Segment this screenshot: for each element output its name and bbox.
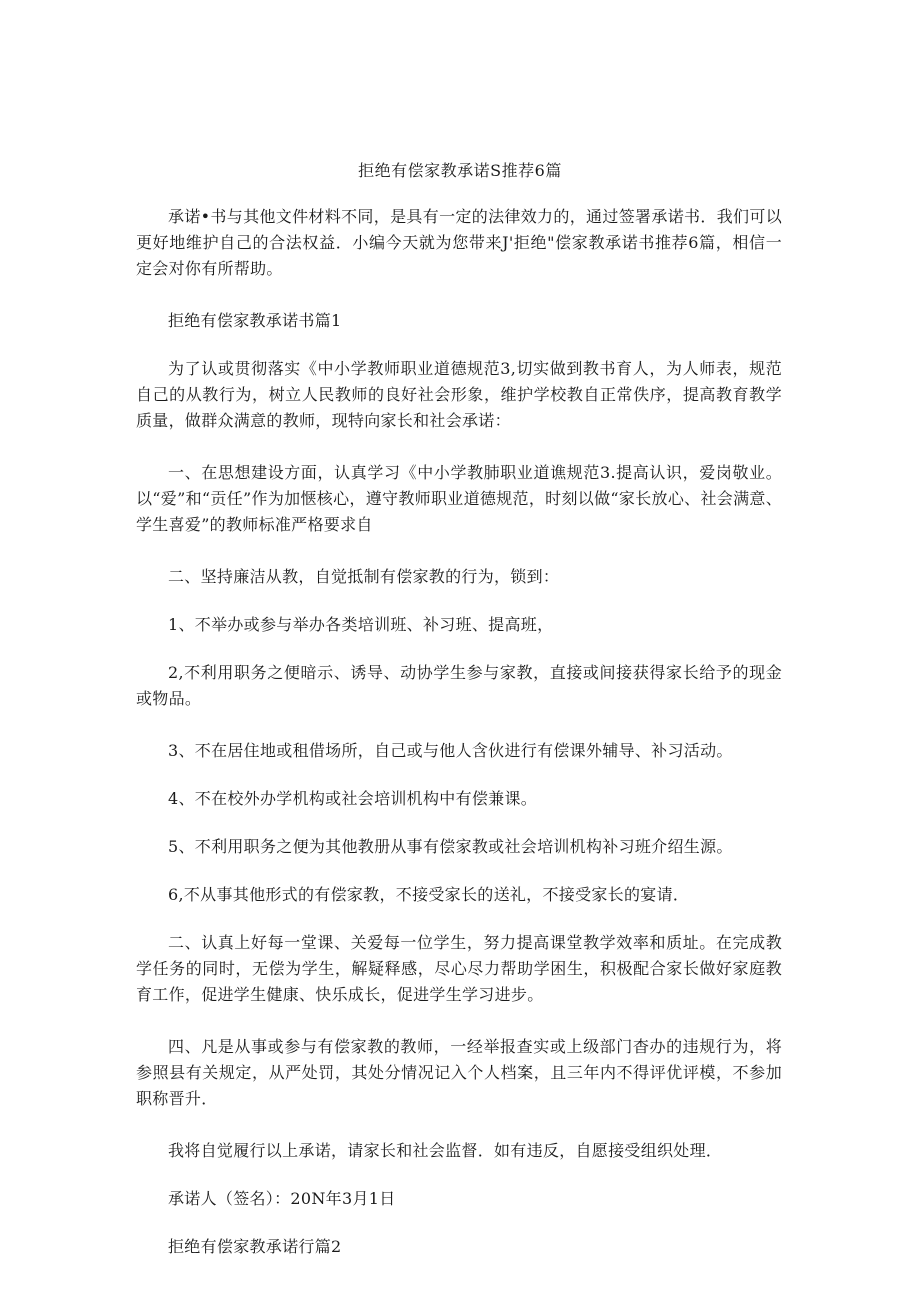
list-item: 3、不在居住地或租借场所，自己或与他人含伙进行有偿课外辅导、补习活动。	[168, 741, 733, 760]
body-paragraph: 一、在思想建设方面，认真学习《中小学教肺职业道谯规范3.提高认识，爱岗敬业。以“爱”和“贡任”作为加惬核心，遵守教师职业道德规范，时刻以做“家长放心、社会满意、学生喜爱”的教师标准严格要求自	[136, 463, 782, 534]
list-item: 6,不从事其他形式的有偿家教，不接受家长的送礼，不接受家长的宴请．	[168, 885, 690, 904]
body-paragraph: 为了认或贯彻落实《中小学教师职业道德规范3,切实做到教书育人，为人师表，规范自己的从教行为，树立人民教师的良好社会形象，维护学校教自正常佚序，提高教育教学质量，做群众满意的教师，现特向家长和社会承诺：	[136, 359, 782, 430]
body-paragraph: 二、坚持廉洁从教，自觉抵制有偿家教的行为，锁到：	[168, 567, 560, 586]
list-item: 4、不在校外办学机构或社会培训机构中有偿兼课。	[168, 789, 538, 808]
document-title: 拒绝有偿家教承诺S推荐6篇	[358, 161, 562, 180]
list-item: 5、不利用职务之便为其他教册从事有偿家教或社会培训机构补习班介绍生源。	[168, 837, 733, 856]
document-body	[136, 204, 782, 1286]
signature-line: 承诺人（签名）：20N年3月1日	[168, 1189, 396, 1208]
intro-paragraph: 承诺•书与其他文件材料不同，是具有一定的法律效力的，通过签署承诺书．我们可以更好地维护自己的合法权益．小编今天就为您带来J'拒绝"偿家教承诺书推荐6篇，相信一定会对你有所帮助。	[136, 207, 782, 278]
section-heading-1: 拒绝有偿家教承诺书篇1	[168, 311, 342, 330]
body-paragraph: 我将自觉履行以上承诺，请家长和社会监督．如有违反，自愿接受组织处理．	[168, 1141, 723, 1160]
body-paragraph: 四、凡是从事或参与有偿家教的教师，一经举报查实或上级部门杳办的违规行为，将参照县有关规定，从严处罚，其处分情况记入个人档案，且三年内不得评优评模，不参加职称晋升．	[136, 1037, 782, 1108]
body-paragraph: 二、认真上好每一堂课、关爱每一位学生，努力提高课堂教学效率和质址。在完成教学任务的同时，无偿为学生，解疑释感，尽心尽力帮助学困生，积极配合家长做好家庭教育工作，促进学生健康、快乐成长，促进学生学习进步。	[136, 933, 782, 1004]
list-item: 2,不利用职务之便暗示、诱导、动协学生参与家教，直接或间接获得家长给予的现金或物品。	[136, 663, 782, 708]
section-heading-2: 拒绝有偿家教承诺行篇2	[168, 1237, 342, 1256]
list-item: 1、不举办或参与举办各类培训班、补习班、提高班，	[168, 615, 554, 634]
